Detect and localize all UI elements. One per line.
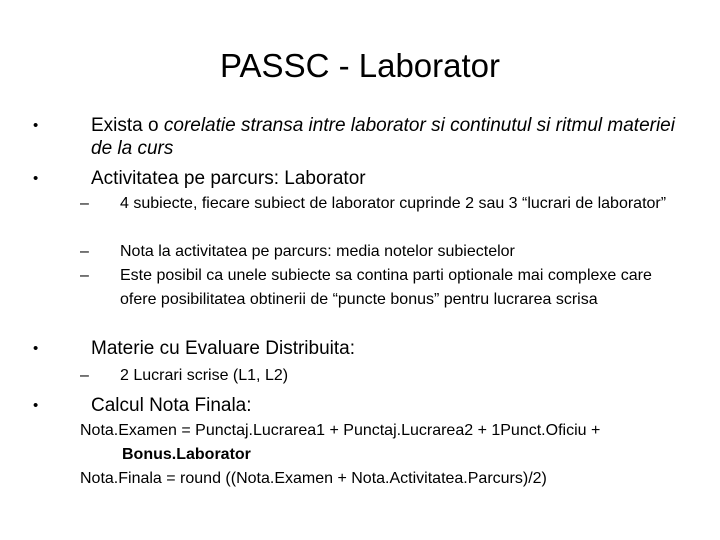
bullet-marker: • [33, 117, 39, 134]
dash-marker: – [80, 195, 89, 212]
formula-block [80, 419, 700, 491]
dash-marker: – [80, 367, 89, 384]
formula-line-1: Nota.Examen = Punctaj.Lucrarea1 + Punctaj.Lucrarea2 + 1Punct.Oficiu + [80, 422, 601, 439]
bullet-1-text [91, 114, 691, 160]
bullet-1-prefix: Exista o [91, 115, 164, 136]
bullet-2-text: Activitatea pe parcurs: Laborator [91, 168, 366, 189]
bullet-marker: • [33, 170, 39, 187]
bullet-marker: • [33, 340, 39, 357]
dash-marker: – [80, 243, 89, 260]
subitem-3-1: 2 Lucrari scrise (L1, L2) [120, 367, 289, 384]
dash-marker: – [80, 267, 89, 284]
bullet-marker: • [33, 397, 39, 414]
formula-line-3: Nota.Finala = round ((Nota.Examen + Nota.Activitatea.Parcurs)/2) [80, 470, 547, 487]
bullet-1-emphasis: corelatie stransa intre laborator si continutul si ritmul materiei de la curs [91, 115, 675, 159]
subitem-2-3: Este posibil ca unele subiecte sa contina parti optionale mai complexe care ofere posibilitatea obtinerii de “puncte bonus” pentru lucrarea scrisa [120, 267, 652, 308]
formula-line-2: Bonus.Laborator [122, 446, 251, 463]
bullet-3-text: Materie cu Evaluare Distribuita: [91, 338, 355, 359]
bullet-4-text: Calcul Nota Finala: [91, 395, 252, 416]
slide-title: PASSC - Laborator [219, 47, 501, 84]
subitem-2-2: Nota la activitatea pe parcurs: media notelor subiectelor [120, 243, 515, 260]
subitem-2-1: 4 subiecte, fiecare subiect de laborator cuprinde 2 sau 3 “lucrari de laborator” [120, 195, 667, 212]
